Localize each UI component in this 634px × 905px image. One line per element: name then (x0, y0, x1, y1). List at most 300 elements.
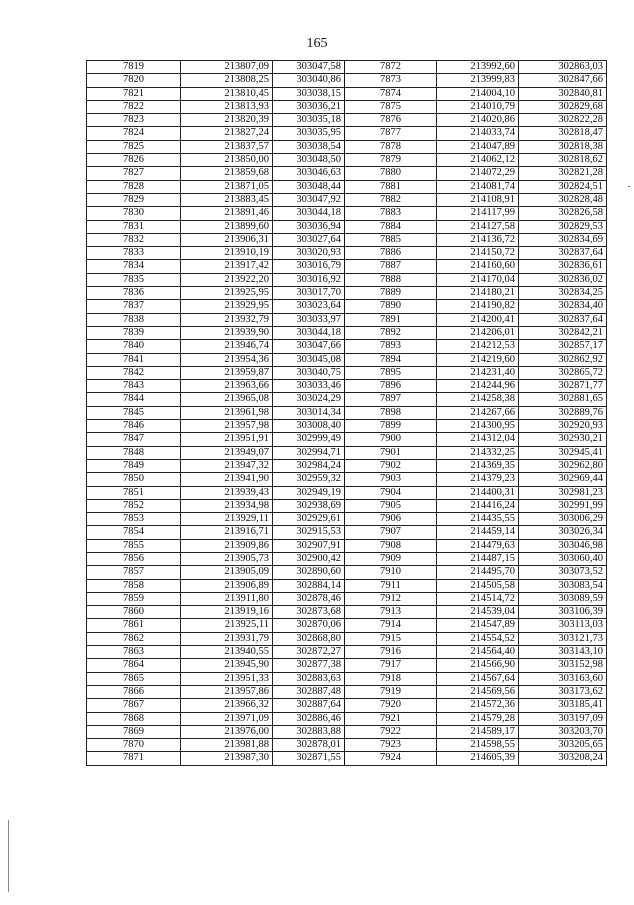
table-row (87, 752, 607, 765)
x-coord-right: 214160,60 (437, 260, 519, 273)
page-number: 165 (306, 36, 328, 51)
y-coord-right: 302840,81 (519, 87, 607, 100)
y-coord-left: 303047,58 (273, 61, 345, 74)
y-coord-left: 303040,86 (273, 74, 345, 87)
point-number-left: 7832 (87, 233, 181, 246)
y-coord-right: 302881,65 (519, 393, 607, 406)
point-number-left: 7860 (87, 606, 181, 619)
x-coord-right: 214004,10 (437, 87, 519, 100)
point-number-left: 7857 (87, 566, 181, 579)
x-coord-right: 214539,04 (437, 606, 519, 619)
x-coord-left: 213827,24 (181, 127, 273, 140)
point-number-left: 7862 (87, 632, 181, 645)
x-coord-right: 214547,89 (437, 619, 519, 632)
x-coord-left: 213959,87 (181, 366, 273, 379)
y-coord-left: 302938,69 (273, 499, 345, 512)
y-coord-right: 302818,62 (519, 154, 607, 167)
y-coord-left: 303047,66 (273, 340, 345, 353)
y-coord-right: 302945,41 (519, 446, 607, 459)
y-coord-right: 303152,98 (519, 659, 607, 672)
x-coord-left: 213929,95 (181, 300, 273, 313)
table-row (87, 313, 607, 326)
point-number-left: 7843 (87, 380, 181, 393)
coordinates-table (86, 60, 607, 766)
x-coord-left: 213945,90 (181, 659, 273, 672)
y-coord-left: 303048,44 (273, 180, 345, 193)
table-row (87, 154, 607, 167)
x-coord-left: 213925,95 (181, 287, 273, 300)
x-coord-left: 213946,74 (181, 340, 273, 353)
table-row (87, 167, 607, 180)
x-coord-right: 214564,40 (437, 646, 519, 659)
table-row (87, 499, 607, 512)
table-row (87, 247, 607, 260)
y-coord-right: 303006,29 (519, 513, 607, 526)
y-coord-right: 302969,44 (519, 473, 607, 486)
point-number-right: 7900 (345, 433, 437, 446)
table-row (87, 685, 607, 698)
table-row (87, 366, 607, 379)
scan-speck (628, 186, 630, 187)
point-number-left: 7824 (87, 127, 181, 140)
table-row (87, 632, 607, 645)
table-row (87, 672, 607, 685)
point-number-right: 7916 (345, 646, 437, 659)
point-number-right: 7890 (345, 300, 437, 313)
y-coord-right: 302871,77 (519, 380, 607, 393)
table-row (87, 659, 607, 672)
y-coord-left: 303033,46 (273, 380, 345, 393)
y-coord-right: 302818,47 (519, 127, 607, 140)
point-number-right: 7909 (345, 552, 437, 565)
x-coord-right: 214300,95 (437, 420, 519, 433)
x-coord-right: 214010,79 (437, 100, 519, 113)
x-coord-left: 213916,71 (181, 526, 273, 539)
point-number-left: 7859 (87, 592, 181, 605)
x-coord-left: 213917,42 (181, 260, 273, 273)
y-coord-left: 302878,46 (273, 592, 345, 605)
point-number-right: 7896 (345, 380, 437, 393)
x-coord-right: 214117,99 (437, 207, 519, 220)
x-coord-right: 214487,15 (437, 552, 519, 565)
y-coord-left: 303016,79 (273, 260, 345, 273)
point-number-right: 7887 (345, 260, 437, 273)
point-number-right: 7893 (345, 340, 437, 353)
point-number-left: 7840 (87, 340, 181, 353)
table-row (87, 606, 607, 619)
x-coord-right: 214416,24 (437, 499, 519, 512)
y-coord-left: 302900,42 (273, 552, 345, 565)
y-coord-right: 303046,98 (519, 539, 607, 552)
point-number-left: 7850 (87, 473, 181, 486)
point-number-left: 7870 (87, 739, 181, 752)
y-coord-right: 302826,58 (519, 207, 607, 220)
point-number-right: 7875 (345, 100, 437, 113)
point-number-right: 7886 (345, 247, 437, 260)
y-coord-right: 302837,64 (519, 247, 607, 260)
table-row (87, 393, 607, 406)
y-coord-right: 303173,62 (519, 685, 607, 698)
point-number-right: 7898 (345, 406, 437, 419)
x-coord-left: 213850,00 (181, 154, 273, 167)
x-coord-right: 214081,74 (437, 180, 519, 193)
point-number-left: 7838 (87, 313, 181, 326)
y-coord-right: 303185,41 (519, 699, 607, 712)
x-coord-left: 213940,55 (181, 646, 273, 659)
x-coord-right: 214206,01 (437, 326, 519, 339)
x-coord-left: 213976,00 (181, 725, 273, 738)
point-number-left: 7864 (87, 659, 181, 672)
point-number-right: 7889 (345, 287, 437, 300)
y-coord-right: 302862,92 (519, 353, 607, 366)
table-row (87, 433, 607, 446)
y-coord-right: 302822,28 (519, 114, 607, 127)
x-coord-left: 213954,36 (181, 353, 273, 366)
x-coord-left: 213963,66 (181, 380, 273, 393)
y-coord-left: 302883,63 (273, 672, 345, 685)
point-number-right: 7881 (345, 180, 437, 193)
y-coord-right: 303203,70 (519, 725, 607, 738)
point-number-left: 7837 (87, 300, 181, 313)
x-coord-right: 214062,12 (437, 154, 519, 167)
y-coord-right: 302821,28 (519, 167, 607, 180)
point-number-right: 7912 (345, 592, 437, 605)
point-number-right: 7923 (345, 739, 437, 752)
point-number-left: 7853 (87, 513, 181, 526)
point-number-left: 7863 (87, 646, 181, 659)
x-coord-left: 213905,73 (181, 552, 273, 565)
x-coord-right: 214435,55 (437, 513, 519, 526)
y-coord-left: 303027,64 (273, 233, 345, 246)
x-coord-right: 213999,83 (437, 74, 519, 87)
y-coord-left: 303014,34 (273, 406, 345, 419)
x-coord-left: 213939,43 (181, 486, 273, 499)
table-row (87, 699, 607, 712)
y-coord-right: 302842,21 (519, 326, 607, 339)
y-coord-right: 303106,39 (519, 606, 607, 619)
point-number-left: 7856 (87, 552, 181, 565)
table-row (87, 220, 607, 233)
point-number-left: 7867 (87, 699, 181, 712)
y-coord-right: 302857,17 (519, 340, 607, 353)
y-coord-left: 303036,94 (273, 220, 345, 233)
x-coord-left: 213919,16 (181, 606, 273, 619)
table-row (87, 61, 607, 74)
table-row (87, 74, 607, 87)
point-number-left: 7835 (87, 273, 181, 286)
x-coord-right: 214554,52 (437, 632, 519, 645)
table-body (87, 61, 607, 766)
table-row (87, 473, 607, 486)
point-number-left: 7841 (87, 353, 181, 366)
table-row (87, 326, 607, 339)
y-coord-left: 302872,27 (273, 646, 345, 659)
point-number-left: 7845 (87, 406, 181, 419)
x-coord-right: 214495,70 (437, 566, 519, 579)
x-coord-right: 214605,39 (437, 752, 519, 765)
y-coord-right: 302818,38 (519, 140, 607, 153)
point-number-left: 7828 (87, 180, 181, 193)
x-coord-left: 213883,45 (181, 193, 273, 206)
x-coord-left: 213910,19 (181, 247, 273, 260)
x-coord-left: 213820,39 (181, 114, 273, 127)
y-coord-left: 302878,01 (273, 739, 345, 752)
x-coord-right: 214479,63 (437, 539, 519, 552)
x-coord-right: 214150,72 (437, 247, 519, 260)
table-row (87, 513, 607, 526)
point-number-left: 7831 (87, 220, 181, 233)
y-coord-left: 302999,49 (273, 433, 345, 446)
y-coord-left: 303035,18 (273, 114, 345, 127)
y-coord-left: 302929,61 (273, 513, 345, 526)
x-coord-right: 214567,64 (437, 672, 519, 685)
x-coord-right: 214170,04 (437, 273, 519, 286)
x-coord-right: 214244,96 (437, 380, 519, 393)
x-coord-left: 213905,09 (181, 566, 273, 579)
point-number-right: 7918 (345, 672, 437, 685)
y-coord-left: 303035,95 (273, 127, 345, 140)
point-number-right: 7904 (345, 486, 437, 499)
point-number-left: 7842 (87, 366, 181, 379)
point-number-right: 7924 (345, 752, 437, 765)
point-number-left: 7865 (87, 672, 181, 685)
y-coord-left: 303024,29 (273, 393, 345, 406)
point-number-left: 7849 (87, 459, 181, 472)
y-coord-left: 302873,68 (273, 606, 345, 619)
y-coord-left: 303044,18 (273, 326, 345, 339)
y-coord-left: 302871,55 (273, 752, 345, 765)
point-number-left: 7851 (87, 486, 181, 499)
table-row (87, 566, 607, 579)
y-coord-right: 302863,03 (519, 61, 607, 74)
margin-line (8, 820, 9, 892)
table-row (87, 619, 607, 632)
point-number-right: 7910 (345, 566, 437, 579)
x-coord-left: 213951,91 (181, 433, 273, 446)
x-coord-left: 213931,79 (181, 632, 273, 645)
x-coord-left: 213859,68 (181, 167, 273, 180)
x-coord-left: 213957,98 (181, 420, 273, 433)
point-number-left: 7826 (87, 154, 181, 167)
table-row (87, 287, 607, 300)
x-coord-left: 213871,05 (181, 180, 273, 193)
y-coord-right: 303205,65 (519, 739, 607, 752)
point-number-left: 7848 (87, 446, 181, 459)
y-coord-left: 302877,38 (273, 659, 345, 672)
y-coord-left: 303045,08 (273, 353, 345, 366)
y-coord-left: 303020,93 (273, 247, 345, 260)
table-row (87, 87, 607, 100)
point-number-left: 7819 (87, 61, 181, 74)
table-row (87, 579, 607, 592)
point-number-left: 7821 (87, 87, 181, 100)
point-number-right: 7901 (345, 446, 437, 459)
x-coord-left: 213906,31 (181, 233, 273, 246)
point-number-right: 7902 (345, 459, 437, 472)
point-number-right: 7885 (345, 233, 437, 246)
y-coord-left: 302959,32 (273, 473, 345, 486)
table-row (87, 340, 607, 353)
x-coord-left: 213891,46 (181, 207, 273, 220)
y-coord-right: 302829,68 (519, 100, 607, 113)
point-number-right: 7878 (345, 140, 437, 153)
x-coord-right: 214598,55 (437, 739, 519, 752)
y-coord-right: 303208,24 (519, 752, 607, 765)
x-coord-right: 214033,74 (437, 127, 519, 140)
x-coord-left: 213941,90 (181, 473, 273, 486)
x-coord-right: 214572,36 (437, 699, 519, 712)
point-number-right: 7917 (345, 659, 437, 672)
y-coord-right: 302837,64 (519, 313, 607, 326)
table-row (87, 273, 607, 286)
x-coord-right: 214566,90 (437, 659, 519, 672)
point-number-right: 7905 (345, 499, 437, 512)
table-row (87, 552, 607, 565)
point-number-right: 7897 (345, 393, 437, 406)
y-coord-left: 302883,88 (273, 725, 345, 738)
y-coord-left: 302984,24 (273, 459, 345, 472)
point-number-right: 7894 (345, 353, 437, 366)
x-coord-left: 213932,79 (181, 313, 273, 326)
y-coord-right: 303113,03 (519, 619, 607, 632)
point-number-right: 7882 (345, 193, 437, 206)
point-number-right: 7883 (345, 207, 437, 220)
point-number-left: 7871 (87, 752, 181, 765)
point-number-right: 7895 (345, 366, 437, 379)
x-coord-right: 214020,86 (437, 114, 519, 127)
x-coord-right: 214231,40 (437, 366, 519, 379)
point-number-right: 7892 (345, 326, 437, 339)
point-number-left: 7846 (87, 420, 181, 433)
x-coord-right: 214108,91 (437, 193, 519, 206)
point-number-right: 7911 (345, 579, 437, 592)
x-coord-right: 214459,14 (437, 526, 519, 539)
x-coord-left: 213813,93 (181, 100, 273, 113)
y-coord-right: 303121,73 (519, 632, 607, 645)
x-coord-right: 214190,82 (437, 300, 519, 313)
y-coord-right: 302889,76 (519, 406, 607, 419)
point-number-left: 7822 (87, 100, 181, 113)
point-number-left: 7823 (87, 114, 181, 127)
point-number-left: 7855 (87, 539, 181, 552)
x-coord-left: 213837,57 (181, 140, 273, 153)
x-coord-right: 214047,89 (437, 140, 519, 153)
y-coord-left: 303016,92 (273, 273, 345, 286)
x-coord-left: 213957,86 (181, 685, 273, 698)
y-coord-right: 302991,99 (519, 499, 607, 512)
x-coord-right: 214180,21 (437, 287, 519, 300)
x-coord-right: 214136,72 (437, 233, 519, 246)
y-coord-left: 303046,63 (273, 167, 345, 180)
y-coord-left: 303008,40 (273, 420, 345, 433)
point-number-left: 7825 (87, 140, 181, 153)
x-coord-right: 214312,04 (437, 433, 519, 446)
point-number-left: 7854 (87, 526, 181, 539)
y-coord-right: 303089,59 (519, 592, 607, 605)
y-coord-right: 302824,51 (519, 180, 607, 193)
table-row (87, 207, 607, 220)
point-number-left: 7861 (87, 619, 181, 632)
table-row (87, 100, 607, 113)
y-coord-left: 302994,71 (273, 446, 345, 459)
point-number-right: 7891 (345, 313, 437, 326)
table-row (87, 180, 607, 193)
y-coord-right: 302981,23 (519, 486, 607, 499)
point-number-left: 7836 (87, 287, 181, 300)
point-number-right: 7913 (345, 606, 437, 619)
point-number-left: 7847 (87, 433, 181, 446)
x-coord-right: 214212,53 (437, 340, 519, 353)
table-row (87, 300, 607, 313)
x-coord-left: 213925,11 (181, 619, 273, 632)
point-number-right: 7921 (345, 712, 437, 725)
x-coord-right: 214514,72 (437, 592, 519, 605)
x-coord-right: 214369,35 (437, 459, 519, 472)
y-coord-right: 302865,72 (519, 366, 607, 379)
point-number-right: 7877 (345, 127, 437, 140)
y-coord-right: 303073,52 (519, 566, 607, 579)
y-coord-left: 302890,60 (273, 566, 345, 579)
y-coord-left: 303048,50 (273, 154, 345, 167)
table-row (87, 646, 607, 659)
point-number-left: 7868 (87, 712, 181, 725)
point-number-right: 7874 (345, 87, 437, 100)
point-number-left: 7834 (87, 260, 181, 273)
y-coord-right: 303060,40 (519, 552, 607, 565)
x-coord-left: 213807,09 (181, 61, 273, 74)
y-coord-left: 303036,21 (273, 100, 345, 113)
point-number-left: 7852 (87, 499, 181, 512)
x-coord-left: 213981,88 (181, 739, 273, 752)
table-row (87, 539, 607, 552)
x-coord-left: 213947,32 (181, 459, 273, 472)
point-number-left: 7833 (87, 247, 181, 260)
y-coord-right: 302847,66 (519, 74, 607, 87)
point-number-left: 7829 (87, 193, 181, 206)
y-coord-left: 303044,18 (273, 207, 345, 220)
x-coord-right: 214589,17 (437, 725, 519, 738)
table-row (87, 739, 607, 752)
point-number-right: 7908 (345, 539, 437, 552)
table-row (87, 380, 607, 393)
x-coord-right: 214127,58 (437, 220, 519, 233)
y-coord-left: 303038,15 (273, 87, 345, 100)
y-coord-right: 302920,93 (519, 420, 607, 433)
x-coord-right: 214400,31 (437, 486, 519, 499)
point-number-left: 7844 (87, 393, 181, 406)
table-row (87, 127, 607, 140)
y-coord-left: 302949,19 (273, 486, 345, 499)
y-coord-right: 302930,21 (519, 433, 607, 446)
point-number-left: 7869 (87, 725, 181, 738)
y-coord-left: 302870,06 (273, 619, 345, 632)
x-coord-left: 213951,33 (181, 672, 273, 685)
x-coord-right: 214267,66 (437, 406, 519, 419)
y-coord-left: 302884,14 (273, 579, 345, 592)
table-row (87, 406, 607, 419)
x-coord-left: 213808,25 (181, 74, 273, 87)
point-number-right: 7888 (345, 273, 437, 286)
x-coord-left: 213906,89 (181, 579, 273, 592)
y-coord-right: 302836,02 (519, 273, 607, 286)
table-row (87, 420, 607, 433)
point-number-right: 7914 (345, 619, 437, 632)
point-number-left: 7866 (87, 685, 181, 698)
x-coord-right: 214579,28 (437, 712, 519, 725)
table-row (87, 725, 607, 738)
table-row (87, 446, 607, 459)
y-coord-right: 303143,10 (519, 646, 607, 659)
